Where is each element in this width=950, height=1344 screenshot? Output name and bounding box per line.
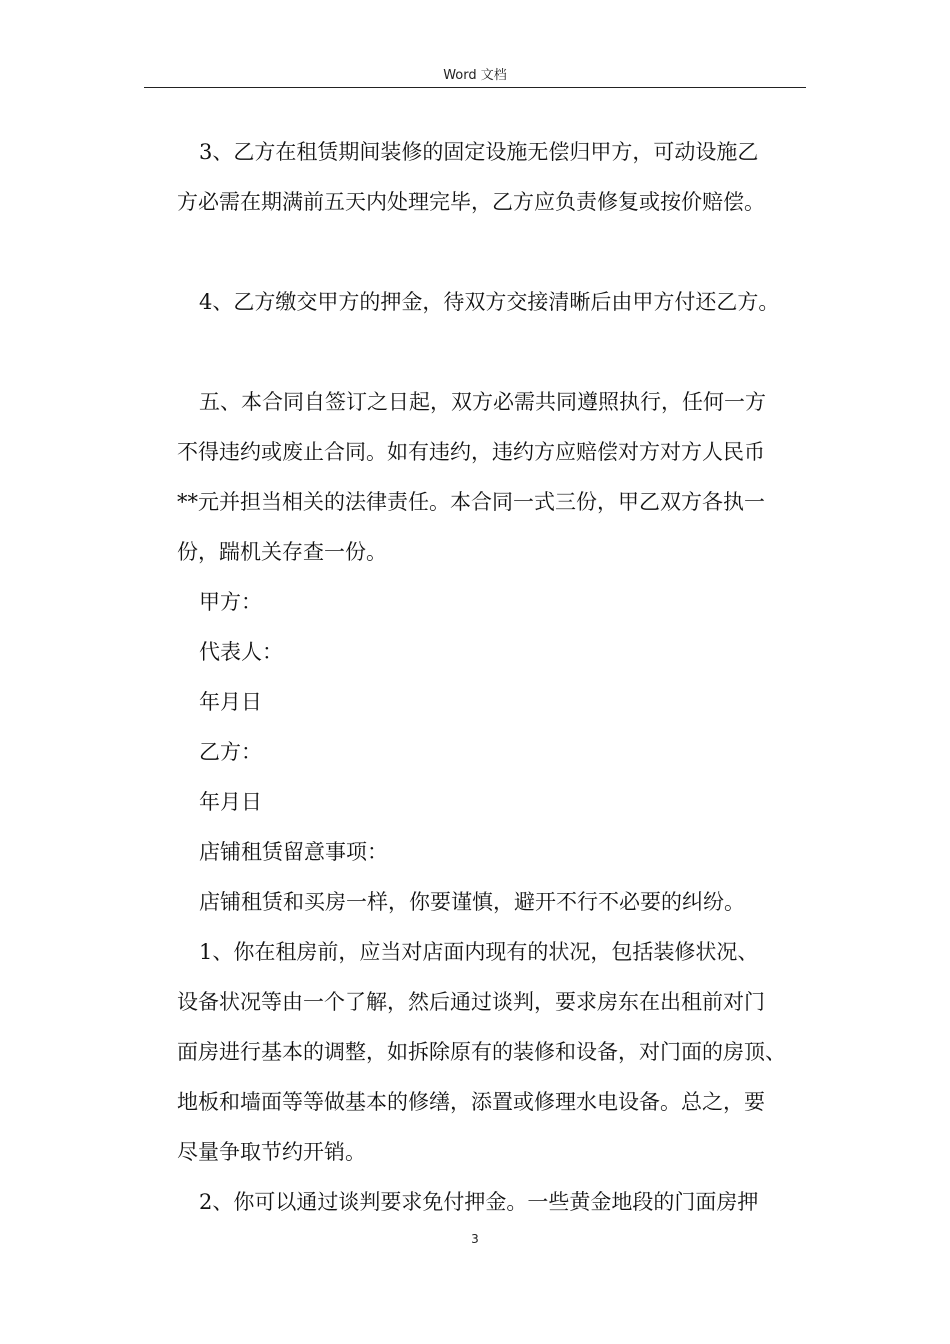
paragraph-line: 1、你在租房前，应当对店面内现有的状况，包括装修状况、 — [199, 940, 759, 964]
paragraph-line: **元并担当相关的法律责任。本合同一式三份，甲乙双方各执一 — [177, 490, 765, 514]
paragraph-line: 3、乙方在租赁期间装修的固定设施无偿归甲方，可动设施乙 — [199, 140, 759, 164]
document-body — [177, 127, 817, 1227]
paragraph-line: 4、乙方缴交甲方的押金，待双方交接清晰后由甲方付还乙方。 — [199, 290, 780, 314]
paragraph-line: 不得违约或废止合同。如有违约，违约方应赔偿对方对方人民币 — [177, 440, 765, 464]
paragraph-line: 店铺租赁和买房一样，你要谨慎，避开不行不必要的纠纷。 — [199, 890, 745, 914]
page-header: Word 文档 — [443, 68, 507, 83]
paragraph-line: 面房进行基本的调整，如拆除原有的装修和设备，对门面的房顶、 — [177, 1040, 786, 1064]
signature-line: 乙方： — [199, 740, 262, 764]
date-line: 年月日 — [199, 690, 262, 714]
paragraph-spacer — [177, 327, 817, 377]
header-rule — [144, 87, 806, 88]
section-heading: 店铺租赁留意事项： — [199, 840, 388, 864]
date-line: 年月日 — [199, 790, 262, 814]
signature-line: 甲方： — [199, 590, 262, 614]
page-number: 3 — [471, 1232, 479, 1246]
paragraph-line: 地板和墙面等等做基本的修缮，添置或修理水电设备。总之，要 — [177, 1090, 765, 1114]
paragraph-line: 设备状况等由一个了解，然后通过谈判，要求房东在出租前对门 — [177, 990, 765, 1014]
paragraph-line: 尽量争取节约开销。 — [177, 1140, 366, 1164]
paragraph-spacer — [177, 227, 817, 277]
paragraph-line: 五、本合同自签订之日起，双方必需共同遵照执行，任何一方 — [199, 390, 766, 414]
signature-line: 代表人： — [199, 640, 283, 664]
paragraph-line: 2、你可以通过谈判要求免付押金。一些黄金地段的门面房押 — [199, 1190, 759, 1214]
paragraph-line: 份，踹机关存查一份。 — [177, 540, 387, 564]
paragraph-line: 方必需在期满前五天内处理完毕，乙方应负责修复或按价赔偿。 — [177, 190, 765, 214]
